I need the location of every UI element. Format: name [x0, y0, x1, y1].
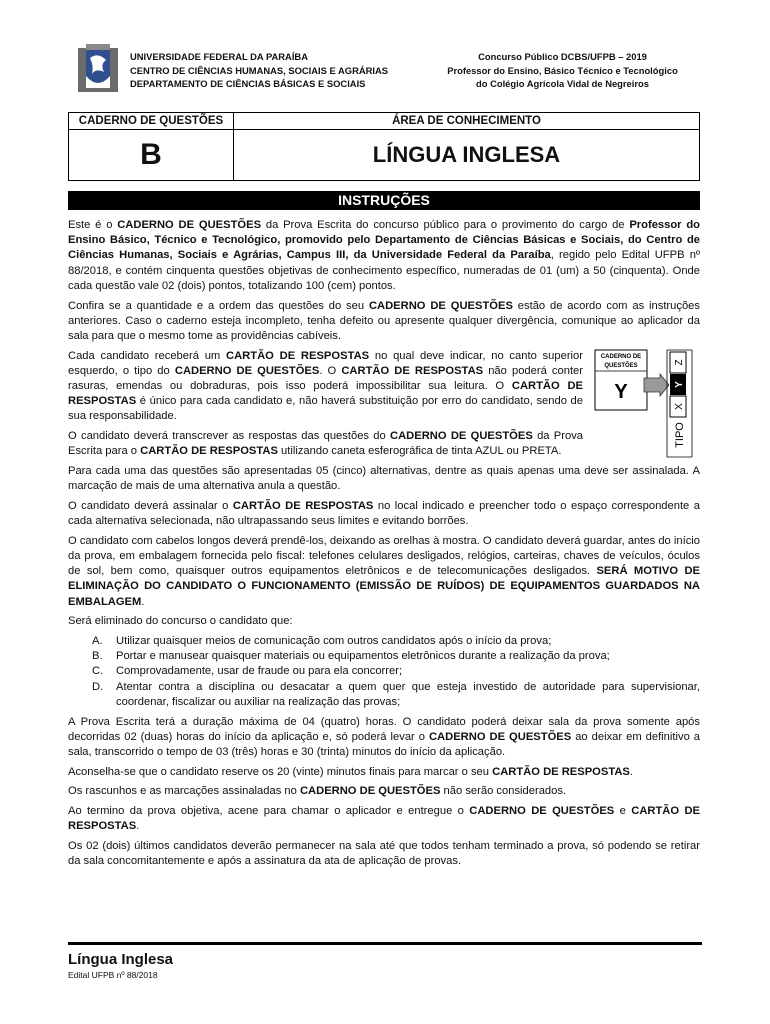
card-tipo-label: TIPO	[674, 422, 686, 448]
list-item: A. Utilizar quaisquer meios de comunicação com outros candidatos após o início da prova;	[92, 635, 552, 648]
paragraph: Será eliminado do concurso o candidato que:	[68, 615, 293, 628]
exam-info-table	[68, 112, 700, 181]
paragraph: Cada candidato receberá um CARTÃO DE RESPOSTAS no qual deve indicar, no canto superior esquerdo, o tipo do CADERNO DE QUESTÕES. O CARTÃO DE RESPOSTAS não poderá conter rasuras, emendas ou dobraduras, pois isso poderá impossibilitar sua leitura. O CARTÃO DE RESPOSTAS é único para cada candidato e, não haverá substituição por erro do candidato, sendo de sua responsabilidade.	[68, 349, 583, 423]
paragraph: Os rascunhos e as marcações assinaladas no CADERNO DE QUESTÕES não serão considerados.	[68, 785, 567, 798]
paragraph: Aconselha-se que o candidato reserve os 20 (vinte) minutos finais para marcar o seu CARTÃO DE RESPOSTAS.	[68, 765, 634, 778]
contest-header	[430, 50, 695, 91]
university-crest-icon	[76, 42, 120, 94]
answer-card-diagram	[594, 349, 694, 459]
institution-line: DEPARTAMENTO DE CIÊNCIAS BÁSICAS E SOCIAIS	[130, 78, 366, 89]
elimination-list	[68, 634, 700, 710]
paragraph: O candidato deverá assinalar o CARTÃO DE RESPOSTAS no local indicado e preencher todo o espaço correspondente a cada alternativa selecionada, não ultrapassando seus limites e evitando borrões.	[68, 499, 700, 528]
contest-line: do Colégio Agrícola Vidal de Negreiros	[476, 78, 649, 89]
paragraph: Confira se a quantidade e a ordem das questões do seu CADERNO DE QUESTÕES estão de acordo com as instruções anteriores. Caso o caderno esteja incompleto, tenha defeito ou apresente qualquer divergência, comunique ao aplicador da sala para que o mesmo tome as providências cabíveis.	[68, 299, 700, 342]
arrow-right-icon	[644, 374, 669, 396]
footer-title: Língua Inglesa	[68, 951, 174, 968]
paragraph: A Prova Escrita terá a duração máxima de 04 (quatro) horas. O candidato poderá deixar sala da prova somente após decorridas 02 (duas) horas do início da aplicação e, só poderá levar o CADERNO DE QUESTÕES ao deixar em definitivo a sala, transcorrido o tempo de 03 (três) horas e 30 (trinta) minutos do início da aplicação.	[68, 715, 700, 758]
list-item: D. Atentar contra a disciplina ou desacatar a quem quer que esteja investido de autoridade para supervisionar, coordenar, fiscalizar ou auxiliar na realização das provas;	[92, 680, 700, 708]
paragraph: Para cada uma das questões são apresentadas 05 (cinco) alternativas, dentre as quais apenas uma deve ser assinalada. A marcação de mais de uma alternativa anula a questão.	[68, 465, 700, 493]
contest-line: Professor do Ensino, Básico Técnico e Tecnológico	[447, 64, 678, 76]
list-item: C. Comprovadamente, usar de fraude ou para ela concorrer;	[92, 665, 403, 678]
card-label-line2: QUESTÕES	[604, 363, 638, 369]
footer-divider	[68, 942, 702, 945]
card-type-value: Y	[614, 381, 628, 403]
paragraph: O candidato com cabelos longos deverá prendê-los, deixando as orelhas à mostra. O candidato deverá guardar, antes do início da prova, em embalagem fornecida pelo fiscal: telefones celulares desligados, relógios, carteiras, chaves de veículos, óculos de sol, bem como, quaisquer outros equipamentos eletrônicos e de telecomunicações desligados. SERÁ MOTIVO DE ELIMINAÇÃO DO CANDIDATO O FUNCIONAMENTO (EMISSÃO DE RUÍDOS) DE EQUIPAMENTOS GUARDADOS NA EMBALAGEM.	[68, 534, 701, 608]
institution-line: CENTRO DE CIÊNCIAS HUMANAS, SOCIAIS E AGRÁRIAS	[130, 64, 389, 76]
list-item: B. Portar e manusear quaisquer materiais ou equipamentos eletrônicos durante a realização da prova;	[92, 650, 610, 663]
area-label: ÁREA DE CONHECIMENTO	[234, 113, 700, 130]
caderno-value: B	[69, 130, 234, 181]
paragraph: Ao termino da prova objetiva, acene para chamar o aplicador e entregue o CADERNO DE QUESTÕES e CARTÃO DE RESPOSTAS.	[68, 805, 700, 833]
institution-header	[130, 50, 388, 91]
paragraph: Este é o CADERNO DE QUESTÕES da Prova Escrita do concurso público para o provimento do cargo de Professor do Ensino Básico, Técnico e Tecnológico, promovido pelo Departamento de Ciências Básicas e Sociais, do Centro de Ciências Humanas, Sociais e Agrárias, Campus III, da Universidade Federal da Paraíba, regido pelo Edital UFPB nº 88/2018, e contém cinquenta questões objetivas de conhecimento específico, numeradas de 01 (um) a 50 (cinquenta). Onde cada questão vale 02 (dois) pontos, totalizando 100 (cem) pontos.	[68, 219, 701, 292]
paragraph: Os 02 (dois) últimos candidatos deverão permanecer na sala até que todos tenham terminado a prova, só podendo se retirar da sala concomitantemente e após a assinatura da ata de aplicação de provas.	[68, 840, 700, 868]
caderno-label: CADERNO DE QUESTÕES	[69, 113, 234, 130]
institution-line: UNIVERSIDADE FEDERAL DA PARAÍBA	[130, 51, 308, 62]
footer-subtitle: Edital UFPB nº 88/2018	[68, 970, 158, 980]
contest-line: Concurso Público DCBS/UFPB – 2019	[478, 51, 647, 62]
card-option-x: X	[674, 403, 685, 410]
card-option-z: Z	[674, 359, 685, 366]
card-label-line1: CADERNO DE	[600, 354, 642, 360]
instructions-title: INSTRUÇÕES	[68, 191, 700, 210]
paragraph: O candidato deverá transcrever as respostas das questões do CADERNO DE QUESTÕES da Prova Escrita para o CARTÃO DE RESPOSTAS utilizando caneta esferográfica de tinta AZUL ou PRETA.	[68, 430, 584, 458]
instructions-body	[68, 218, 700, 874]
card-option-y: Y	[674, 381, 685, 388]
area-value: LÍNGUA INGLESA	[234, 130, 700, 181]
